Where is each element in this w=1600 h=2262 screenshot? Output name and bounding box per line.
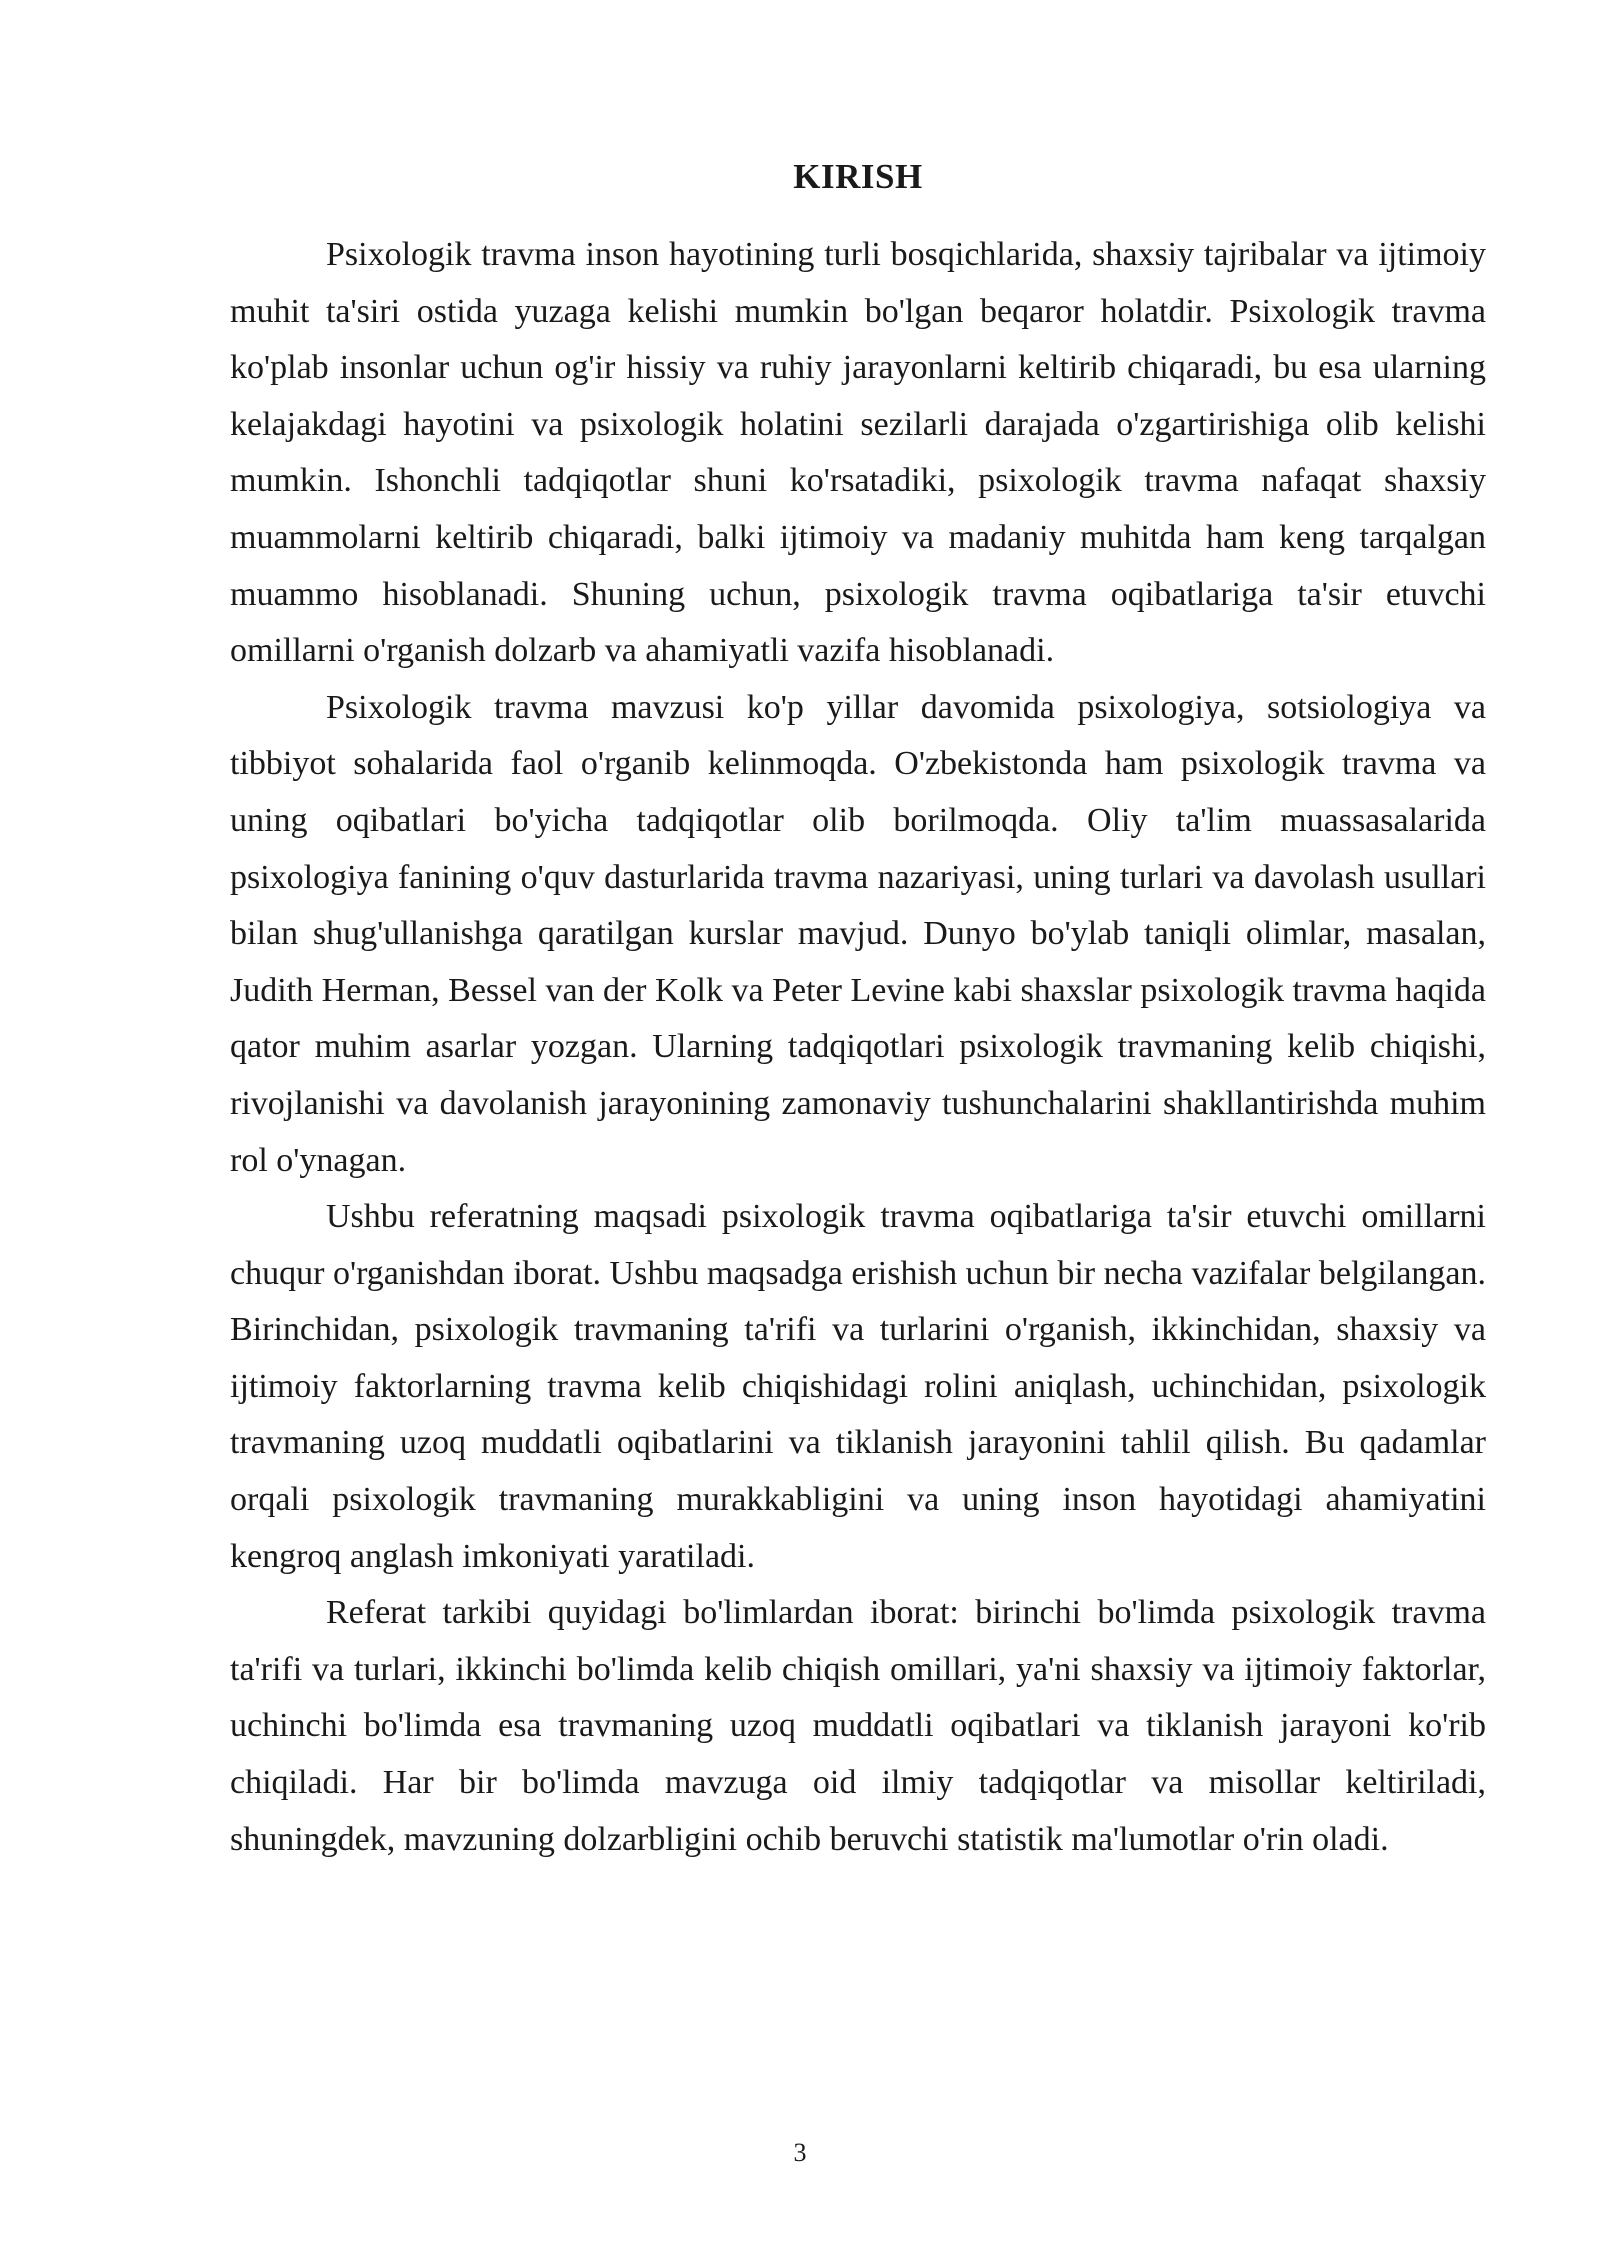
section-title: KIRISH [793,157,923,196]
page-number: 3 [793,2138,807,2167]
body-paragraph: Referat tarkibi quyidagi bo'limlardan iborat: birinchi bo'limda psixologik travma ta'rifi va turlari, ikkinchi bo'limda kelib chiqish omillari, ya'ni shaxsiy va ijtimoiy faktorlar, uchinchi bo'limda esa travmaning uzoq muddatli oqibatlari va tiklanish jarayoni ko'rib chiqiladi. Har bir bo'limda mavzuga oid ilmiy tadqiqotlar va misollar keltiriladi, shuningdek, mavzuning dolzarbligini ochib beruvchi statistik ma'lumotlar o'rin oladi. [230,1594,1486,1858]
body-paragraph: Psixologik travma mavzusi ko'p yillar davomida psixologiya, sotsiologiya va tibbiyot sohalarida faol o'rganib kelinmoqda. O'zbekistonda ham psixologik travma va uning oqibatlari bo'yicha tadqiqotlar olib borilmoqda. Oliy ta'lim muassasalarida psixologiya fanining o'quv dasturlarida travma nazariyasi, uning turlari va davolash usullari bilan shug'ullanishga qaratilgan kurslar mavjud. Dunyo bo'ylab taniqli olimlar, masalan, Judith Herman, Bessel van der Kolk va Peter Levine kabi shaxslar psixologik travma haqida qator muhim asarlar yozgan. Ularning tadqiqotlari psixologik travmaning kelib chiqishi, rivojlanishi va davolanish jarayonining zamonaviy tushunchalarini shakllantirishda muhim rol o'ynagan. [230,688,1486,1179]
body-paragraph: Psixologik travma inson hayotining turli bosqichlarida, shaxsiy tajribalar va ijtimoiy muhit ta'siri ostida yuzaga kelishi mumkin bo'lgan beqaror holatdir. Psixologik travma ko'plab insonlar uchun og'ir hissiy va ruhiy jarayonlarni keltirib chiqaradi, bu esa ularning kelajakdagi hayotini va psixologik holatini sezilarli darajada o'zgartirishiga olib kelishi mumkin. Ishonchli tadqiqotlar shuni ko'rsatadiki, psixologik travma nafaqat shaxsiy muammolarni keltirib chiqaradi, balki ijtimoiy va madaniy muhitda ham keng tarqalgan muammo hisoblanadi. Shuning uchun, psixologik travma oqibatlariga ta'sir etuvchi omillarni o'rganish dolzarb va ahamiyatli vazifa hisoblanadi. [230,236,1486,670]
document-page [230,155,1486,1868]
body-paragraph: Ushbu referatning maqsadi psixologik travma oqibatlariga ta'sir etuvchi omillarni chuqur o'rganishdan iborat. Ushbu maqsadga erishish uchun bir necha vazifalar belgilangan. Birinchidan, psixologik travmaning ta'rifi va turlarini o'rganish, ikkinchidan, shaxsiy va ijtimoiy faktorlarning travma kelib chiqishidagi rolini aniqlash, uchinchidan, psixologik travmaning uzoq muddatli oqibatlarini va tiklanish jarayonini tahlil qilish. Bu qadamlar orqali psixologik travmaning murakkabligini va uning inson hayotidagi ahamiyatini kengroq anglash imkoniyati yaratiladi. [230,1198,1486,1575]
